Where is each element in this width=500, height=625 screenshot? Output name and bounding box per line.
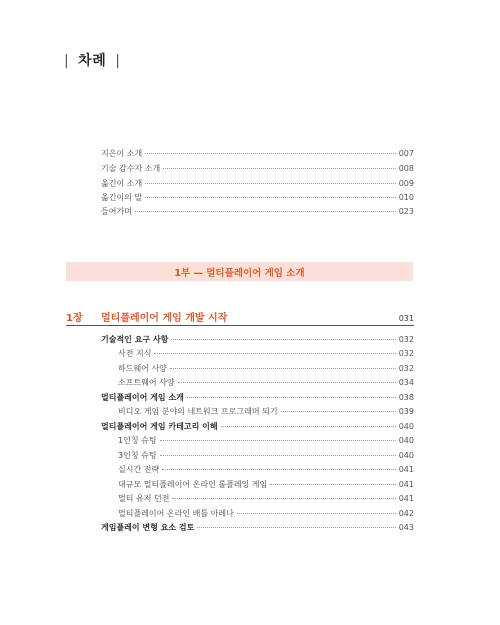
part-title: 1부 — 멀티플레이어 게임 소개 xyxy=(174,267,305,279)
leader-dots xyxy=(162,469,396,470)
leader-dots xyxy=(281,411,396,412)
entry-label: 멀티플레이어 게임 소개 xyxy=(101,393,184,402)
leader-dots xyxy=(170,368,396,369)
leader-dots xyxy=(135,211,396,212)
chapter-title: 멀티플레이어 게임 개발 시작 xyxy=(101,313,228,324)
leader-dots xyxy=(145,183,396,184)
section-entry[interactable] xyxy=(101,421,414,433)
entry-page: 039 xyxy=(398,407,414,416)
entry-label: 비디오 게임 분야의 네트워크 프로그래머 되기 xyxy=(118,407,278,416)
entry-label: 옮긴이 소개 xyxy=(101,179,143,188)
leader-dots xyxy=(178,382,396,383)
leader-dots xyxy=(172,498,395,499)
chapter-page: 031 xyxy=(398,314,414,323)
entry-label: 기술 감수자 소개 xyxy=(101,164,161,173)
subsection-entry[interactable] xyxy=(118,479,414,491)
entry-label: 멀티 유저 던전 xyxy=(118,494,170,503)
leader-dots xyxy=(160,440,396,441)
entry-page: 032 xyxy=(398,335,414,344)
leader-dots xyxy=(145,197,396,198)
front-matter-entry[interactable] xyxy=(101,192,414,204)
entry-page: 023 xyxy=(398,207,414,216)
entry-page: 038 xyxy=(398,393,414,402)
entry-page: 007 xyxy=(398,149,414,158)
entry-page: 009 xyxy=(398,179,414,188)
section-entry[interactable] xyxy=(101,522,414,534)
chapter-number: 1장 xyxy=(66,313,83,324)
entry-page: 041 xyxy=(398,465,414,474)
entry-label: 들어가며 xyxy=(101,207,132,216)
front-matter-entry[interactable] xyxy=(101,178,414,190)
entry-page: 008 xyxy=(398,164,414,173)
subsection-entry[interactable] xyxy=(118,435,414,447)
section-entry[interactable] xyxy=(101,334,414,346)
entry-label: 3인칭 슈팅 xyxy=(118,451,157,460)
leader-dots xyxy=(160,455,396,456)
subsection-entry[interactable] xyxy=(118,363,414,375)
leader-dots xyxy=(154,353,395,354)
entry-label: 대규모 멀티플레이어 온라인 롤플레잉 게임 xyxy=(118,480,268,489)
header-bar-left: | xyxy=(64,53,70,69)
part-banner[interactable] xyxy=(66,262,413,281)
toc-header xyxy=(64,50,120,70)
subsection-entry[interactable] xyxy=(118,508,414,520)
entry-label: 멀티플레이어 온라인 배틀 아레나 xyxy=(118,509,234,518)
leader-dots xyxy=(171,339,395,340)
chapter-divider xyxy=(66,325,414,326)
entry-page: 034 xyxy=(398,378,414,387)
entry-label: 소프트웨어 사양 xyxy=(118,378,175,387)
subsection-entry[interactable] xyxy=(118,450,414,462)
chapter-heading[interactable] xyxy=(66,309,414,325)
header-bar-right: | xyxy=(115,53,121,69)
leader-dots xyxy=(163,168,396,169)
entry-label: 지은이 소개 xyxy=(101,149,143,158)
entry-label: 사전 지식 xyxy=(118,349,152,358)
entry-label: 옮긴이의 말 xyxy=(101,193,143,202)
leader-dots xyxy=(187,397,396,398)
leader-dots xyxy=(237,513,396,514)
front-matter-entry[interactable] xyxy=(101,163,414,175)
entry-label: 멀티플레이어 게임 카테고리 이해 xyxy=(101,422,218,431)
entry-page: 041 xyxy=(398,494,414,503)
entry-page: 043 xyxy=(398,523,414,532)
entry-label: 기술적인 요구 사항 xyxy=(101,335,169,344)
entry-page: 041 xyxy=(398,480,414,489)
section-entry[interactable] xyxy=(101,392,414,404)
front-matter-entry[interactable] xyxy=(101,148,414,160)
entry-label: 실시간 전략 xyxy=(118,465,160,474)
subsection-entry[interactable] xyxy=(118,348,414,360)
leader-dots xyxy=(270,484,395,485)
entry-page: 040 xyxy=(398,451,414,460)
subsection-entry[interactable] xyxy=(118,464,414,476)
entry-page: 040 xyxy=(398,422,414,431)
front-matter-entry[interactable] xyxy=(101,206,414,218)
subsection-entry[interactable] xyxy=(118,406,414,418)
entry-label: 게임플레이 변형 요소 검토 xyxy=(101,523,195,532)
entry-page: 032 xyxy=(398,349,414,358)
leader-dots xyxy=(221,426,396,427)
subsection-entry[interactable] xyxy=(118,377,414,389)
entry-label: 하드웨어 사양 xyxy=(118,364,167,373)
entry-label: 1인칭 슈팅 xyxy=(118,436,157,445)
subsection-entry[interactable] xyxy=(118,493,414,505)
leader-dots xyxy=(197,527,395,528)
entry-page: 032 xyxy=(398,364,414,373)
entry-page: 010 xyxy=(398,193,414,202)
leader-dots xyxy=(145,153,396,154)
entry-page: 042 xyxy=(398,509,414,518)
entry-page: 040 xyxy=(398,436,414,445)
page-title: 차례 xyxy=(78,53,107,69)
